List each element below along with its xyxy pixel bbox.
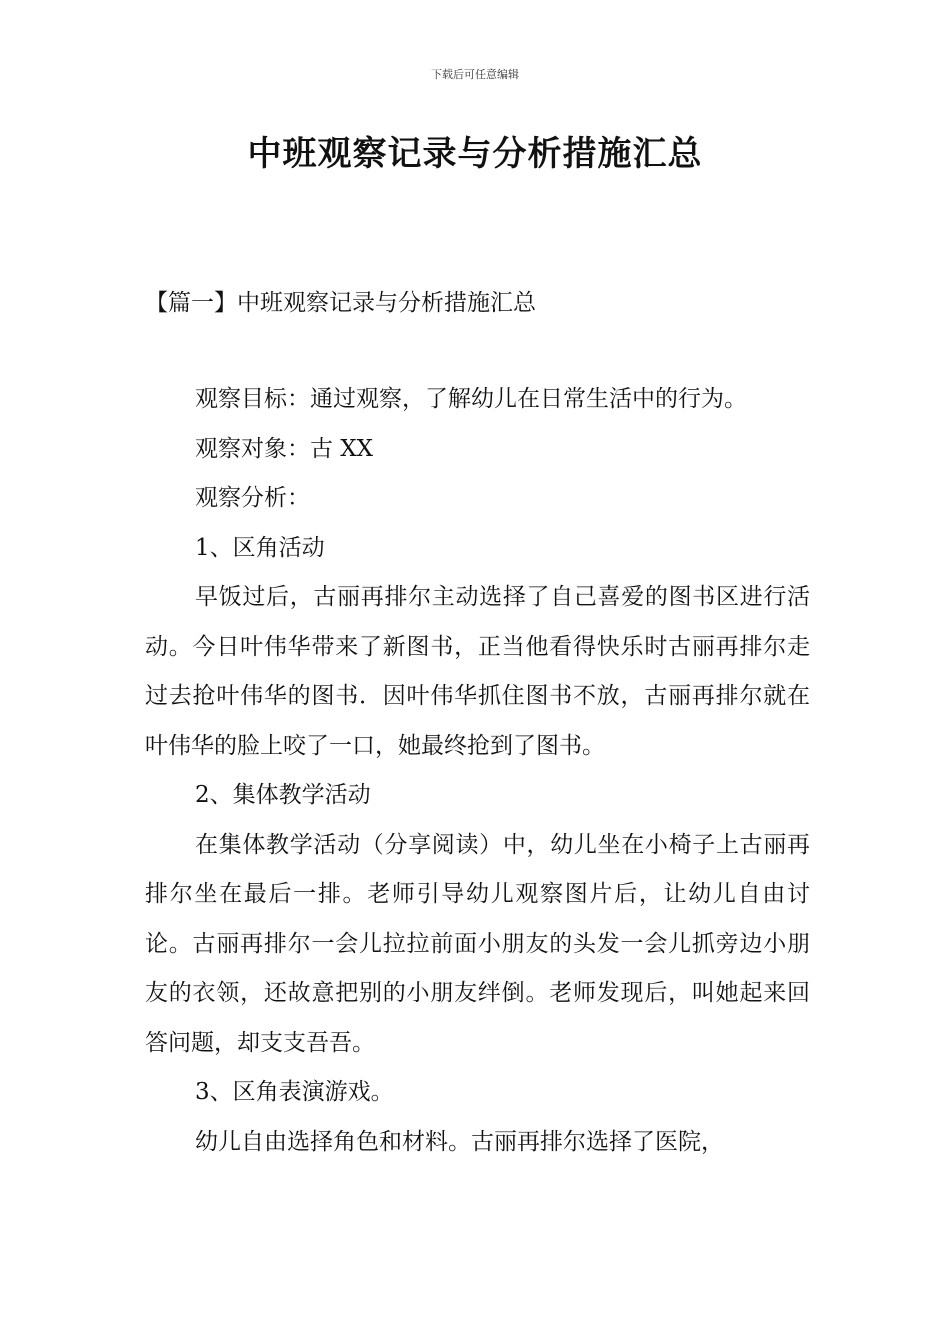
section-heading: 【篇一】中班观察记录与分析措施汇总 (145, 290, 536, 316)
item2-heading: 2、集体教学活动 (195, 782, 371, 808)
header-note: 下载后可任意编辑 (431, 68, 519, 81)
item1-heading: 1、区角活动 (195, 534, 325, 561)
document-title: 中班观察记录与分析措施汇总 (247, 134, 703, 174)
item2-paragraph: 在集体教学活动（分享阅读）中，幼儿坐在小椅子上古丽再排尔坐在最后一排。老师引导幼儿观察图片后，让幼儿自由讨论。古丽再排尔一会儿拉拉前面小朋友的头发一会儿抓旁边小朋友的衣领，还故意把别的小朋友绊倒。老师发现后，叫她起来回答问题，却支支吾吾。 (145, 831, 810, 1056)
item3-paragraph: 幼儿自由选择角色和材料。古丽再排尔选择了医院， (195, 1128, 724, 1155)
item1-paragraph: 早饭过后，古丽再排尔主动选择了自己喜爱的图书区进行活动。今日叶伟华带来了新图书，正当他看得快乐时古丽再排尔走过去抢叶伟华的图书．因叶伟华抓住图书不放，古丽再排尔就在叶伟华的脸上咬了一口，她最终抢到了图书。 (145, 584, 810, 759)
observation-subject: 观察对象：古 XX (195, 435, 374, 462)
item3-heading: 3、区角表演游戏。 (195, 1079, 394, 1105)
observation-goal: 观察目标：通过观察，了解幼儿在日常生活中的行为。 (195, 386, 747, 412)
observation-analysis-label: 观察分析： (195, 485, 310, 511)
document-body (145, 375, 810, 1167)
